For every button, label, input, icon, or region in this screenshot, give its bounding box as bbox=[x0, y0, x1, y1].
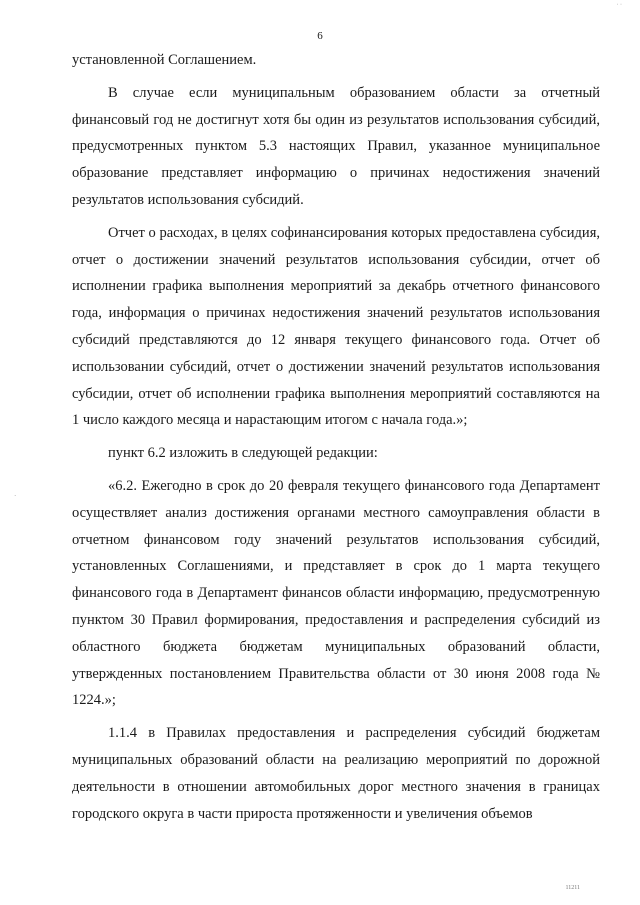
paragraph: 1.1.4 в Правилах предоставления и распределения субсидий бюджетам муниципальных образований области на реализацию мероприятий по дорожной деятельности в отношении автомобильных дорог местного значения в границах городского округа в части прироста протяженности и увеличения объемов bbox=[72, 725, 600, 822]
paragraph: В случае если муниципальным образованием области за отчетный финансовый год не достигнут хотя бы один из результатов использования субсидий, предусмотренных пунктом 5.3 настоящих Правил, указанное муниципальное образование представляет информацию о причинах недостижения значений результатов использования субсидий. bbox=[72, 84, 600, 208]
paragraph: Отчет о расходах, в целях софинансирования которых предоставлена субсидия, отчет о достижении значений результатов использования субсидии, отчет об исполнении графика выполнения мероприятий за декабрь отчетного финансового года, информация о причинах недостижения значений результатов использования субсидий представляются до 12 января текущего финансового года. Отчет об использовании субсидий, отчет о достижении значений результатов использования субсидии, отчет об исполнении графика выполнения мероприятий составляются на 1 число каждого месяца и нарастающим итогом с начала года.»; bbox=[72, 224, 600, 429]
document-body bbox=[72, 47, 600, 827]
corner-mark-top: · · bbox=[616, 2, 622, 8]
margin-mark: · bbox=[14, 492, 17, 500]
paragraph: «6.2. Ежегодно в срок до 20 февраля текущего финансового года Департамент осуществляет анализ достижения органами местного самоуправления области в отчетном финансовом году значений результатов использования субсидий, установленных Соглашениями, и представляет в срок до 1 марта текущего финансового года в Департамент финансов области информацию, предусмотренную пунктом 30 Правил формирования, предоставления и распределения субсидий из областного бюджета бюджетам муниципальных образований области, утвержденных постановлением Правительства области от 30 июня 2008 года № 1224.»; bbox=[72, 477, 600, 709]
paragraph-continuation: установленной Соглашением. bbox=[72, 52, 257, 68]
page-number: 6 bbox=[317, 30, 323, 42]
corner-mark-bottom: 11211 bbox=[565, 885, 580, 891]
paragraph: пункт 6.2 изложить в следующей редакции: bbox=[108, 445, 378, 462]
